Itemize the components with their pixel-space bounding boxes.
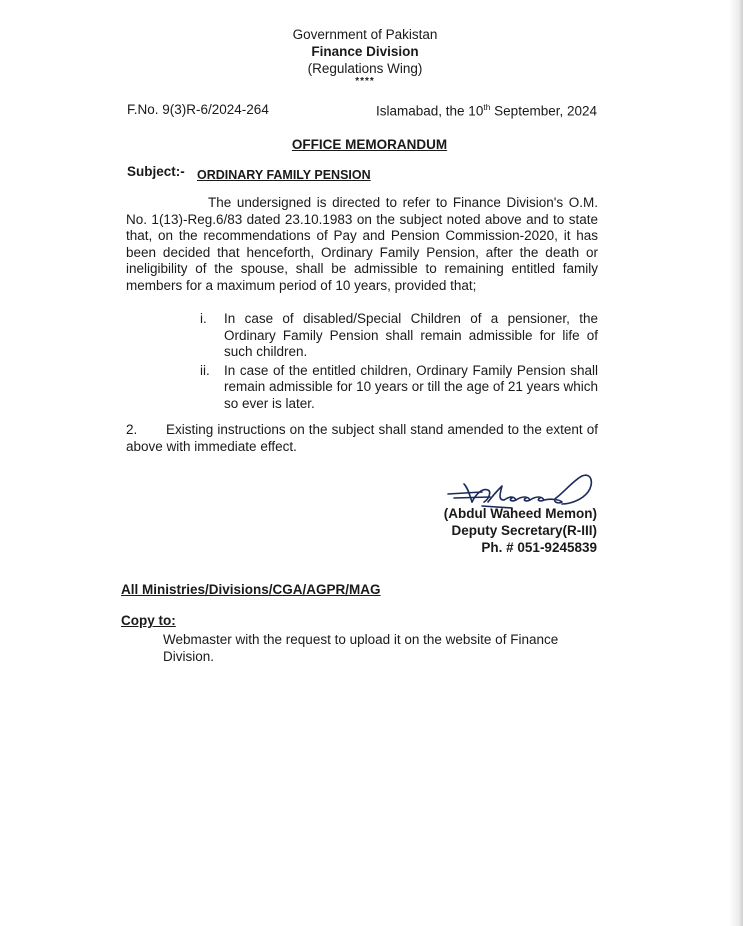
signatory-phone: Ph. # 051-9245839 xyxy=(481,540,597,555)
copy-to-label: Copy to: xyxy=(121,613,176,628)
letterhead xyxy=(200,26,530,87)
paragraph-1: The undersigned is directed to refer to Finance Division's O.M. No. 1(13)-Reg.6/83 dated 23.10.1983 on the subject noted above and to state that, on the recommendations of Pay and Pension Commission-2020, it has been decided that henceforth, Ordinary Family Pension, after the death or ineligibility of the spouse, shall be admissible to remaining entitled family members for a maximum period of 10 years, provided that; xyxy=(126,195,598,293)
issue-date-ordinal: th xyxy=(483,102,491,112)
memo-title xyxy=(0,137,743,152)
letterhead-wing: (Regulations Wing) xyxy=(307,61,423,76)
provisions-list xyxy=(200,311,598,414)
list-item-text: In case of the entitled children, Ordinary Family Pension shall remain admissible for 10 years or till the age of 21 years which so ever is later. xyxy=(224,362,598,411)
issue-date-prefix: Islamabad, the 10 xyxy=(376,103,484,119)
memo-title-text: OFFICE MEMORANDUM xyxy=(291,137,448,152)
paragraph-2-number: 2. xyxy=(126,422,138,437)
subject-text: ORDINARY FAMILY PENSION xyxy=(197,168,371,182)
letterhead-stars: **** xyxy=(355,76,375,87)
issue-date xyxy=(376,102,597,119)
copy-to-text: Webmaster with the request to upload it on the website of Finance Division. xyxy=(163,632,559,664)
signatory-name: (Abdul Waheed Memon) xyxy=(443,506,597,521)
paragraph-2 xyxy=(126,422,598,455)
signatory-designation: Deputy Secretary(R-III) xyxy=(451,523,597,538)
list-item-text: In case of disabled/Special Children of a pensioner, the Ordinary Family Pension shall remain admissible for life of such children. xyxy=(224,311,598,359)
letterhead-division: Finance Division xyxy=(311,44,419,59)
issue-date-rest: September, 2024 xyxy=(490,103,597,119)
signatory-block xyxy=(444,505,597,556)
file-number: F.No. 9(3)R-6/2024-264 xyxy=(127,102,269,117)
subject-line xyxy=(127,164,371,182)
distribution-list: All Ministries/Divisions/CGA/AGPR/MAG xyxy=(121,582,381,597)
paragraph-2-text: Existing instructions on the subject shall stand amended to the extent of above with immediate effect. xyxy=(126,422,598,454)
subject-label: Subject:- xyxy=(127,164,185,179)
list-item-number: i. xyxy=(200,311,207,326)
list-item-number: ii. xyxy=(200,362,210,378)
list-item xyxy=(200,311,598,361)
list-item xyxy=(200,363,598,413)
letterhead-government: Government of Pakistan xyxy=(292,27,438,42)
